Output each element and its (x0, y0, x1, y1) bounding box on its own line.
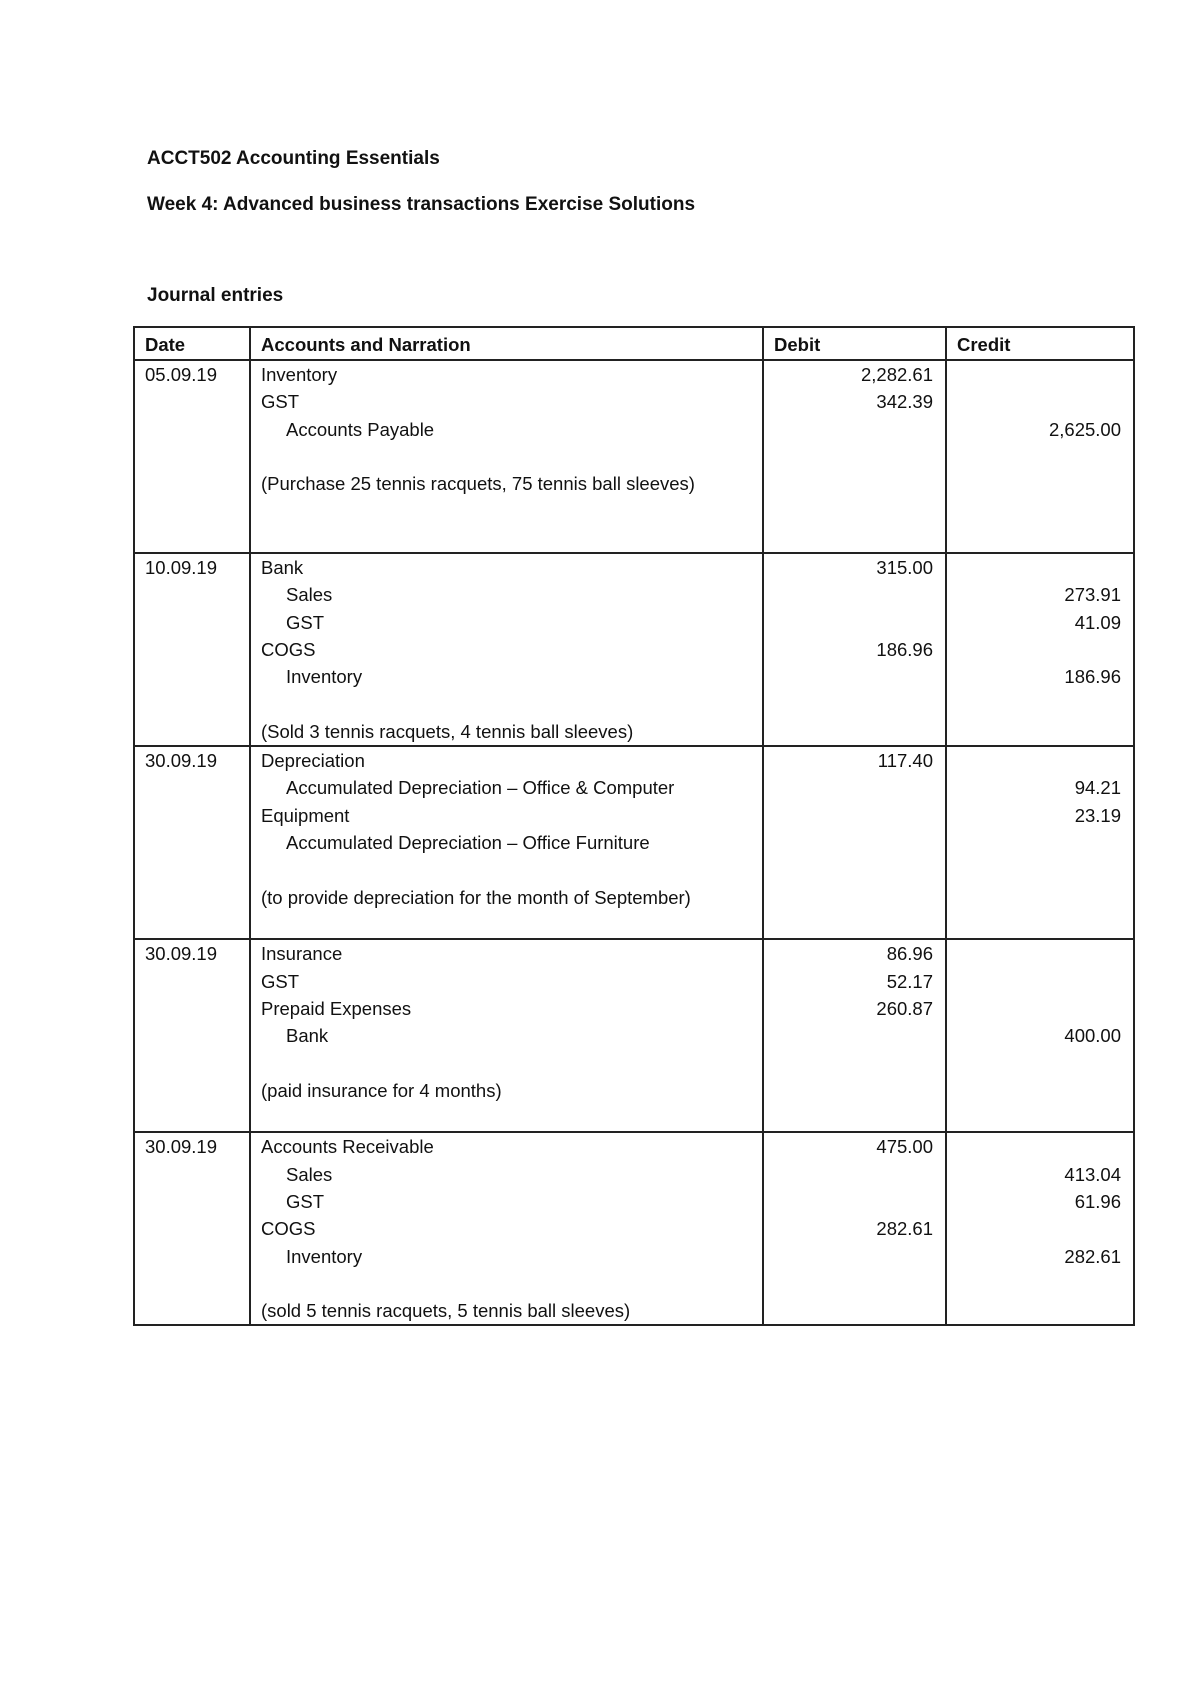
credit-amount (957, 747, 1123, 774)
credit-amount: 186.96 (1064, 666, 1121, 688)
credit-amount (957, 388, 1123, 415)
debit-amount: 282.61 (876, 1218, 933, 1240)
column-header-accounts: Accounts and Narration (250, 327, 763, 360)
entry-narration: (sold 5 tennis racquets, 5 tennis ball sleeves) (261, 1300, 631, 1322)
entry-date-cell (134, 939, 250, 1132)
section-heading: Journal entries (147, 285, 284, 306)
debit-amount (774, 718, 935, 745)
debit-amount: 475.00 (876, 1136, 933, 1158)
debit-amount (774, 1104, 935, 1131)
account-name (261, 911, 752, 938)
account-name: GST (261, 970, 300, 992)
account-name: Insurance (261, 943, 343, 965)
entry-accounts-cell (250, 746, 763, 939)
credit-amount: 41.09 (1074, 611, 1121, 633)
credit-amount (957, 1049, 1123, 1076)
account-name: Inventory (286, 666, 363, 688)
account-name: COGS (261, 1218, 316, 1240)
journal-table (133, 326, 1135, 1326)
credit-amount (957, 497, 1123, 524)
entry-date-cell (134, 360, 250, 553)
debit-amount: 186.96 (876, 638, 933, 660)
debit-amount (774, 1049, 935, 1076)
debit-amount: 2,282.61 (860, 364, 933, 385)
account-name: Bank (261, 557, 304, 579)
debit-amount (774, 470, 935, 497)
credit-amount: 273.91 (1064, 584, 1121, 606)
account-name (261, 1049, 752, 1076)
journal-entry-row (134, 1132, 1134, 1325)
debit-amount (774, 1022, 935, 1049)
debit-amount: 342.39 (876, 391, 933, 413)
entry-narration: (Purchase 25 tennis racquets, 75 tennis ball sleeves) (261, 473, 695, 495)
debit-amount (774, 829, 935, 856)
document-title: ACCT502 Accounting Essentials (147, 148, 440, 169)
entry-date: 10.09.19 (145, 557, 218, 579)
debit-amount (774, 1270, 935, 1297)
entry-accounts-cell (250, 553, 763, 746)
entry-date-cell (134, 553, 250, 746)
account-name: GST (261, 391, 300, 413)
debit-amount: 315.00 (876, 557, 933, 579)
column-header-debit: Debit (763, 327, 946, 360)
account-name: GST (286, 1190, 325, 1212)
credit-amount (957, 884, 1123, 911)
entry-narration: (to provide depreciation for the month of September) (261, 886, 691, 908)
credit-amount (957, 1077, 1123, 1104)
credit-amount (957, 1270, 1123, 1297)
entry-accounts-cell (250, 939, 763, 1132)
account-name: Depreciation (261, 750, 365, 772)
journal-entry-row (134, 553, 1134, 746)
credit-amount (957, 361, 1123, 388)
credit-amount: 282.61 (1064, 1245, 1121, 1267)
account-name: GST (286, 611, 325, 633)
debit-amount (774, 774, 935, 801)
credit-amount (957, 995, 1123, 1022)
account-name: Inventory (286, 1245, 363, 1267)
debit-amount (774, 691, 935, 718)
debit-amount: 117.40 (877, 750, 933, 772)
debit-amount (774, 1077, 935, 1104)
entry-credit-cell (946, 746, 1134, 939)
debit-amount: 52.17 (886, 970, 933, 992)
account-name (261, 691, 752, 718)
journal-table-body (134, 360, 1134, 1325)
header-row (134, 327, 1134, 360)
column-header-credit: Credit (946, 327, 1134, 360)
entry-accounts-cell (250, 360, 763, 553)
debit-amount (774, 581, 935, 608)
account-name (261, 1104, 752, 1131)
journal-entry-row (134, 746, 1134, 939)
journal-table-header (134, 327, 1134, 360)
credit-amount: 94.21 (1074, 777, 1121, 799)
entry-credit-cell (946, 553, 1134, 746)
credit-amount (957, 829, 1123, 856)
account-name (261, 1270, 752, 1297)
debit-amount (774, 416, 935, 443)
credit-amount: 23.19 (1074, 804, 1121, 826)
credit-amount (957, 1297, 1123, 1324)
account-name: Equipment (261, 804, 350, 826)
credit-amount (957, 691, 1123, 718)
journal-entry-row (134, 939, 1134, 1132)
entry-debit-cell (763, 360, 946, 553)
credit-amount (957, 1104, 1123, 1131)
entry-narration: (Sold 3 tennis racquets, 4 tennis ball sleeves) (261, 720, 634, 742)
credit-amount (957, 968, 1123, 995)
debit-amount: 86.96 (886, 943, 933, 965)
account-name: Bank (286, 1025, 329, 1047)
account-name (261, 856, 752, 883)
credit-amount (957, 470, 1123, 497)
entry-debit-cell (763, 939, 946, 1132)
debit-amount (774, 856, 935, 883)
credit-amount: 413.04 (1064, 1163, 1121, 1185)
entry-credit-cell (946, 1132, 1134, 1325)
debit-amount (774, 663, 935, 690)
document-subtitle: Week 4: Advanced business transactions Exercise Solutions (147, 194, 696, 215)
account-name (261, 525, 752, 552)
account-name: Accounts Receivable (261, 1136, 434, 1158)
debit-amount (774, 1297, 935, 1324)
credit-amount (957, 636, 1123, 663)
debit-amount (774, 1188, 935, 1215)
entry-date: 30.09.19 (145, 1136, 218, 1158)
credit-amount: 400.00 (1064, 1025, 1121, 1047)
debit-amount (774, 525, 935, 552)
credit-amount (957, 1133, 1123, 1160)
credit-amount (957, 525, 1123, 552)
debit-amount (774, 802, 935, 829)
entry-date: 05.09.19 (145, 364, 218, 385)
credit-amount (957, 856, 1123, 883)
account-name: Prepaid Expenses (261, 997, 412, 1019)
entry-date: 30.09.19 (145, 943, 218, 965)
account-name: Accounts Payable (286, 418, 435, 440)
credit-amount (957, 1215, 1123, 1242)
entry-date-cell (134, 746, 250, 939)
account-name: Accumulated Depreciation – Office & Computer (286, 777, 675, 799)
account-name (261, 443, 752, 470)
entry-narration: (paid insurance for 4 months) (261, 1079, 502, 1101)
account-name: Sales (286, 584, 333, 606)
entry-credit-cell (946, 360, 1134, 553)
entry-credit-cell (946, 939, 1134, 1132)
account-name: Sales (286, 1163, 333, 1185)
journal-entry-row (134, 360, 1134, 553)
credit-amount (957, 443, 1123, 470)
debit-amount (774, 884, 935, 911)
debit-amount (774, 443, 935, 470)
credit-amount: 2,625.00 (1048, 418, 1121, 440)
debit-amount (774, 609, 935, 636)
entry-debit-cell (763, 553, 946, 746)
entry-date: 30.09.19 (145, 750, 218, 772)
account-name: COGS (261, 638, 316, 660)
entry-debit-cell (763, 1132, 946, 1325)
entry-date-cell (134, 1132, 250, 1325)
account-name (261, 497, 752, 524)
debit-amount (774, 911, 935, 938)
entry-accounts-cell (250, 1132, 763, 1325)
account-name: Inventory (261, 364, 338, 385)
debit-amount (774, 1243, 935, 1270)
debit-amount: 260.87 (876, 997, 933, 1019)
entry-debit-cell (763, 746, 946, 939)
credit-amount (957, 718, 1123, 745)
debit-amount (774, 497, 935, 524)
credit-amount (957, 911, 1123, 938)
credit-amount: 61.96 (1074, 1190, 1121, 1212)
credit-amount (957, 940, 1123, 967)
column-header-date: Date (134, 327, 250, 360)
credit-amount (957, 554, 1123, 581)
debit-amount (774, 1161, 935, 1188)
account-name: Accumulated Depreciation – Office Furniture (286, 832, 650, 854)
